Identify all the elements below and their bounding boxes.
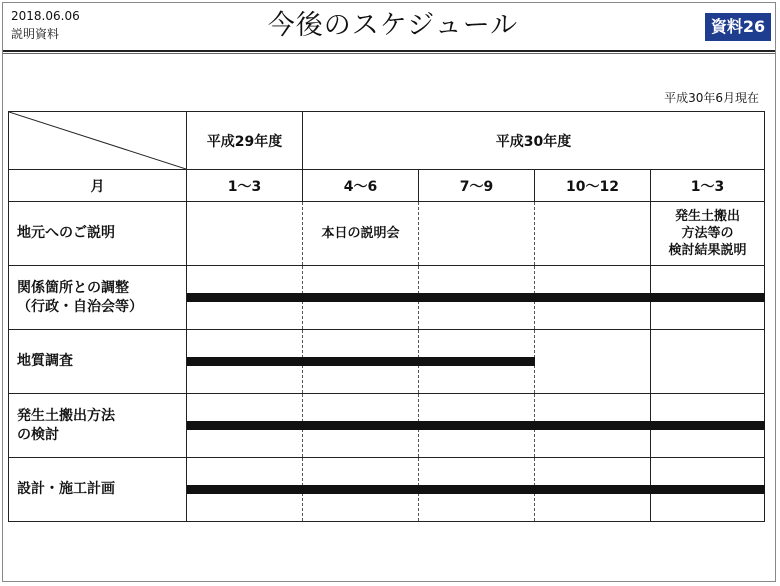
header-divider [3, 50, 775, 52]
as-of-date: 平成30年6月現在 [664, 91, 759, 105]
month-row [9, 170, 765, 202]
row-label-local-briefing: 地元へのご説明 [9, 202, 187, 266]
row-label-coordination: 関係箇所との調整 （行政・自治会等） [9, 266, 187, 330]
fy-h30-header: 平成30年度 [303, 112, 765, 170]
diagonal-line [9, 112, 186, 169]
note-todays-briefing: 本日の説明会 [321, 226, 400, 241]
table-row [9, 266, 765, 330]
table-row [9, 458, 765, 522]
document-number-badge: 資料26 [705, 13, 771, 41]
fiscal-year-row [9, 112, 765, 170]
header-divider-thin [3, 53, 775, 54]
month-col-2: 7～9 [419, 170, 535, 202]
row-label-design-construction: 設計・施工計画 [9, 458, 187, 522]
month-col-3: 10～12 [535, 170, 651, 202]
month-col-1: 4～6 [303, 170, 419, 202]
document-type: 説明資料 [11, 27, 60, 41]
schedule-table [8, 111, 765, 522]
corner-cell [9, 112, 187, 170]
table-row [9, 330, 765, 394]
month-label: 月 [9, 170, 187, 202]
fy-h29-header: 平成29年度 [187, 112, 303, 170]
row-label-geological-survey: 地質調査 [9, 330, 187, 394]
table-row [9, 394, 765, 458]
table-row [9, 202, 765, 266]
header [3, 3, 775, 51]
row-label-soil-removal-study: 発生土搬出方法 の検討 [9, 394, 187, 458]
page-title: 今後のスケジュール [267, 10, 519, 41]
month-col-4: 1～3 [651, 170, 765, 202]
month-col-0: 1～3 [187, 170, 303, 202]
note-results-briefing: 発生土搬出 方法等の 検討結果説明 [668, 209, 747, 258]
document-date: 2018.06.06 [11, 9, 80, 23]
